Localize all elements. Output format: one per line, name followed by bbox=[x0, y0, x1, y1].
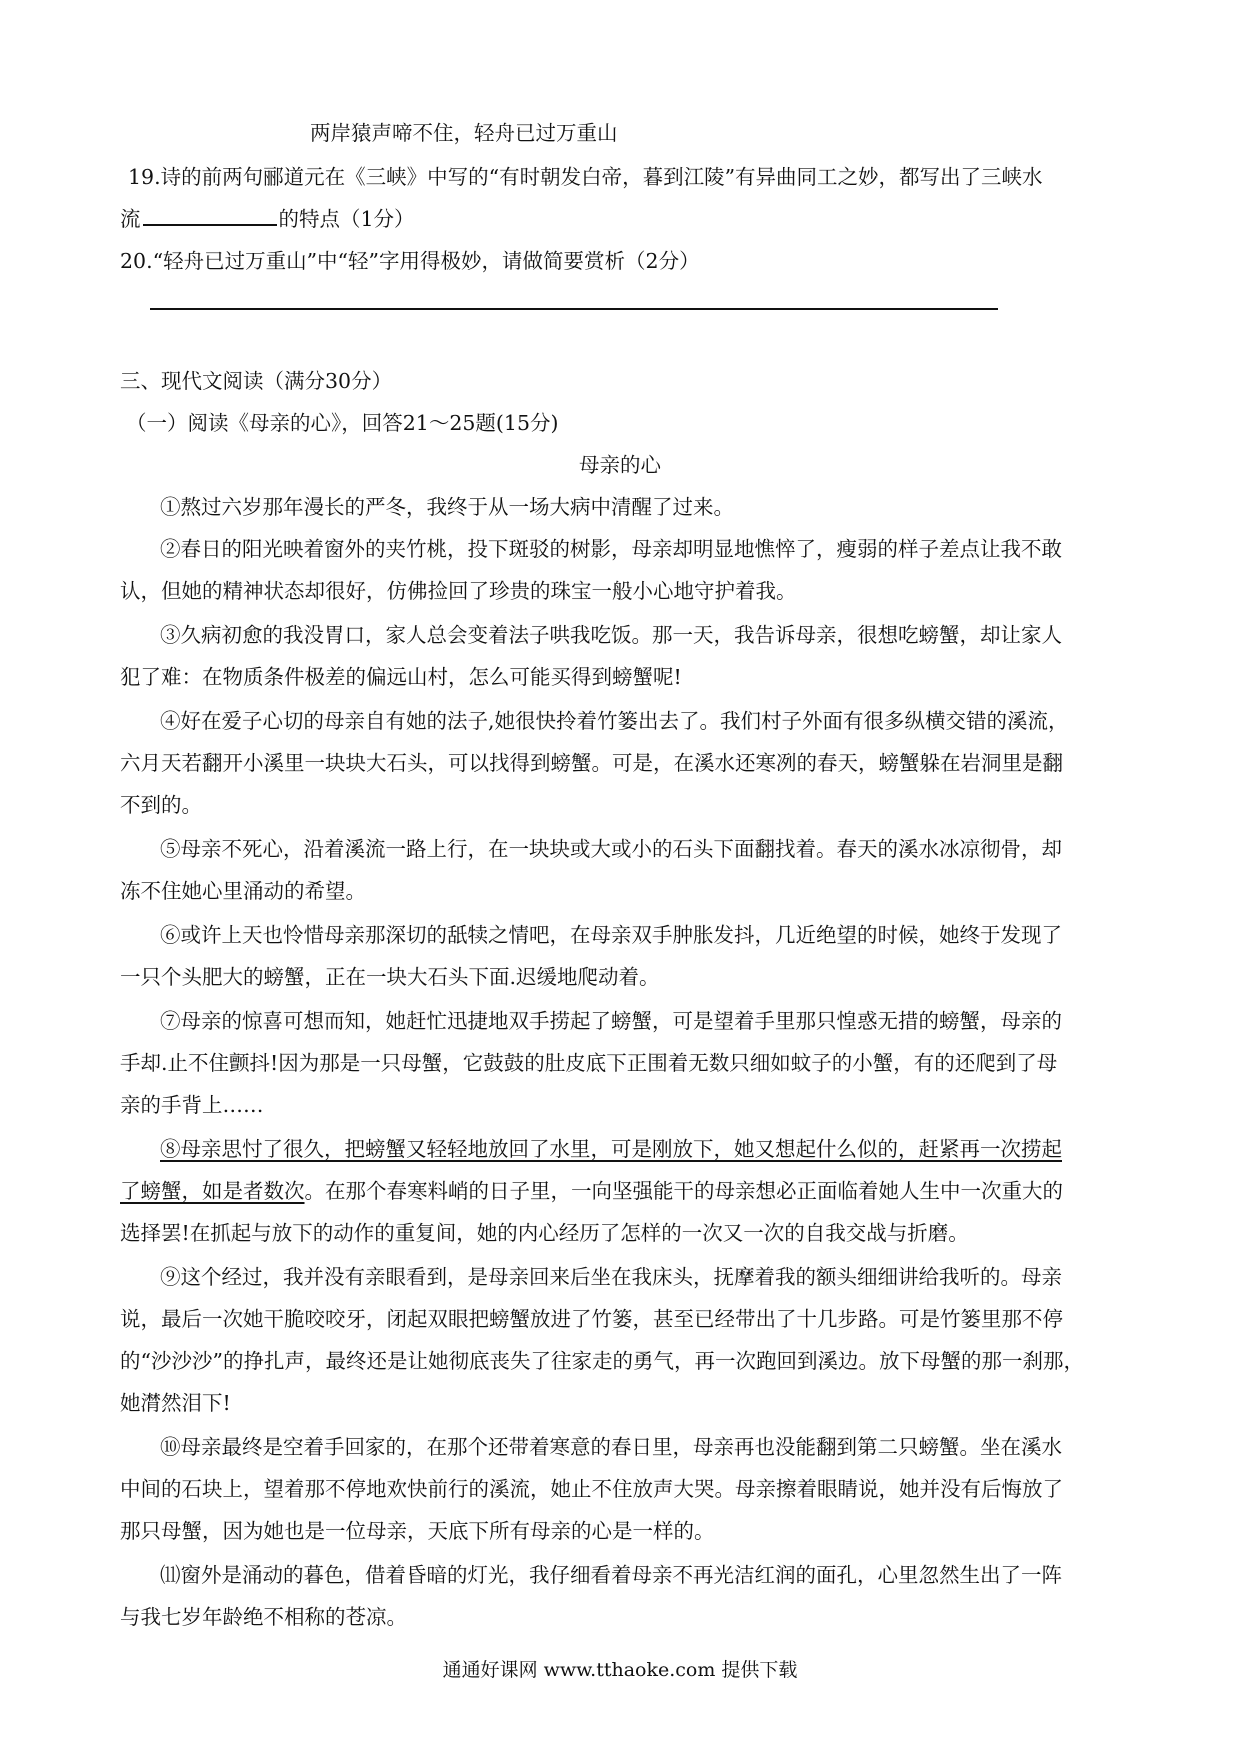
paragraph-7-line3: 亲的手背上…… bbox=[120, 1093, 264, 1117]
paragraph-5-line2: 冻不住她心里涌动的希望。 bbox=[120, 879, 366, 903]
paragraph-7-line2: 手却.止不住颤抖!因为那是一只母蟹，它鼓鼓的肚皮底下正围着无数只细如蚊子的小蟹，有的还爬到了母 bbox=[120, 1051, 1058, 1075]
paragraph-11-line1: ⑾窗外是涌动的暮色，借着昏暗的灯光，我仔细看着母亲不再光洁红润的面孔，心里忽然生出了一阵 bbox=[160, 1563, 1062, 1587]
paragraph-5-line1: ⑤母亲不死心，沿着溪流一路上行，在一块块或大或小的石头下面翻找着。春天的溪水冰凉彻骨，却 bbox=[160, 837, 1062, 861]
question-19-suffix: 的特点（1分） bbox=[278, 207, 415, 231]
paragraph-8-line1-underlined: ⑧母亲思忖了很久，把螃蟹又轻轻地放回了水里，可是刚放下，她又想起什么似的，赶紧再一次捞起 bbox=[160, 1137, 1062, 1161]
paragraph-3-line2: 犯了难：在物质条件极差的偏远山村，怎么可能买得到螃蟹呢! bbox=[120, 665, 682, 689]
paragraph-1: ①熬过六岁那年漫长的严冬，我终于从一场大病中清醒了过来。 bbox=[160, 495, 734, 519]
paragraph-8-underlined-end: 了螃蟹，如是者数次 bbox=[120, 1179, 305, 1203]
paragraph-2-line1: ②春日的阳光映着窗外的夹竹桃，投下斑驳的树影，母亲却明显地憔悴了，瘦弱的样子差点让我不敢 bbox=[160, 537, 1062, 561]
paragraph-10-line2: 中间的石块上，望着那不停地欢快前行的溪流，她止不住放声大哭。母亲擦着眼睛说，她并没有后悔放了 bbox=[120, 1477, 1063, 1501]
paragraph-6-line2: 一只个头肥大的螃蟹，正在一块大石头下面.迟缓地爬动着。 bbox=[120, 965, 660, 989]
paragraph-9-line1: ⑨这个经过，我并没有亲眼看到，是母亲回来后坐在我床头，抚摩着我的额头细细讲给我听的。母亲 bbox=[160, 1265, 1062, 1289]
paragraph-4-line3: 不到的。 bbox=[120, 793, 202, 817]
question-19-line2 bbox=[120, 206, 415, 232]
paragraph-8-line3: 选择罢!在抓起与放下的动作的重复间，她的内心经历了怎样的一次又一次的自我交战与折磨。 bbox=[120, 1221, 969, 1245]
paragraph-4-line2: 六月天若翻开小溪里一块块大石头，可以找得到螃蟹。可是，在溪水还寒冽的春天，螃蟹躲在岩洞里是翻 bbox=[120, 751, 1063, 775]
paragraph-2-line2: 认，但她的精神状态却很好，仿佛捡回了珍贵的珠宝一般小心地守护着我。 bbox=[120, 579, 797, 603]
poem-line: 两岸猿声啼不住，轻舟已过万重山 bbox=[310, 121, 618, 145]
question-19-line1: 19.诗的前两句郦道元在《三峡》中写的“有时朝发白帝，暮到江陵”有异曲同工之妙，都写出了三峡水 bbox=[128, 165, 1043, 189]
section-3-heading: 三、现代文阅读（满分30分） bbox=[120, 369, 393, 393]
paragraph-3-line1: ③久病初愈的我没胃口，家人总会变着法子哄我吃饭。那一天，我告诉母亲，很想吃螃蟹，却让家人 bbox=[160, 623, 1062, 647]
paragraph-10-line1: ⑩母亲最终是空着手回家的，在那个还带着寒意的春日里，母亲再也没能翻到第二只螃蟹。坐在溪水 bbox=[160, 1435, 1062, 1459]
paragraph-9-line2: 说，最后一次她干脆咬咬牙，闭起双眼把螃蟹放进了竹篓，甚至已经带出了十几步路。可是竹篓里那不停 bbox=[120, 1307, 1063, 1331]
paragraph-11-line2: 与我七岁年龄绝不相称的苍凉。 bbox=[120, 1605, 407, 1629]
paragraph-7-line1: ⑦母亲的惊喜可想而知，她赶忙迅捷地双手捞起了螃蟹，可是望着手里那只惶惑无措的螃蟹，母亲的 bbox=[160, 1009, 1062, 1033]
subsection-1-heading: （一）阅读《母亲的心》，回答21～25题(15分) bbox=[126, 411, 559, 435]
paragraph-6-line1: ⑥或许上天也怜惜母亲那深切的舐犊之情吧，在母亲双手肿胀发抖，几近绝望的时候，她终于发现了 bbox=[160, 923, 1062, 947]
question-20: 20.“轻舟已过万重山”中“轻”字用得极妙，请做简要赏析（2分） bbox=[120, 249, 700, 273]
answer-line-20[interactable] bbox=[150, 308, 998, 310]
article-title: 母亲的心 bbox=[579, 453, 661, 477]
page-footer: 通通好课网 www.tthaoke.com 提供下载 bbox=[442, 1659, 798, 1681]
paragraph-9-line3: 的“沙沙沙”的挣扎声，最终还是让她彻底丧失了往家走的勇气，再一次跑回到溪边。放下母蟹的那一刹那， bbox=[120, 1349, 1084, 1373]
paragraph-4-line1: ④好在爱子心切的母亲自有她的法子,她很快拎着竹篓出去了。我们村子外面有很多纵横交错的溪流， bbox=[160, 709, 1069, 733]
paragraph-9-line4: 她潸然泪下! bbox=[120, 1391, 231, 1415]
paragraph-10-line3: 那只母蟹，因为她也是一位母亲，天底下所有母亲的心是一样的。 bbox=[120, 1519, 715, 1543]
paragraph-8-line2 bbox=[120, 1178, 1063, 1204]
question-19-prefix: 流 bbox=[120, 207, 141, 231]
answer-blank-19[interactable] bbox=[143, 206, 277, 226]
paragraph-8-line2-rest: 。在那个春寒料峭的日子里，一向坚强能干的母亲想必正面临着她人生中一次重大的 bbox=[304, 1179, 1063, 1203]
